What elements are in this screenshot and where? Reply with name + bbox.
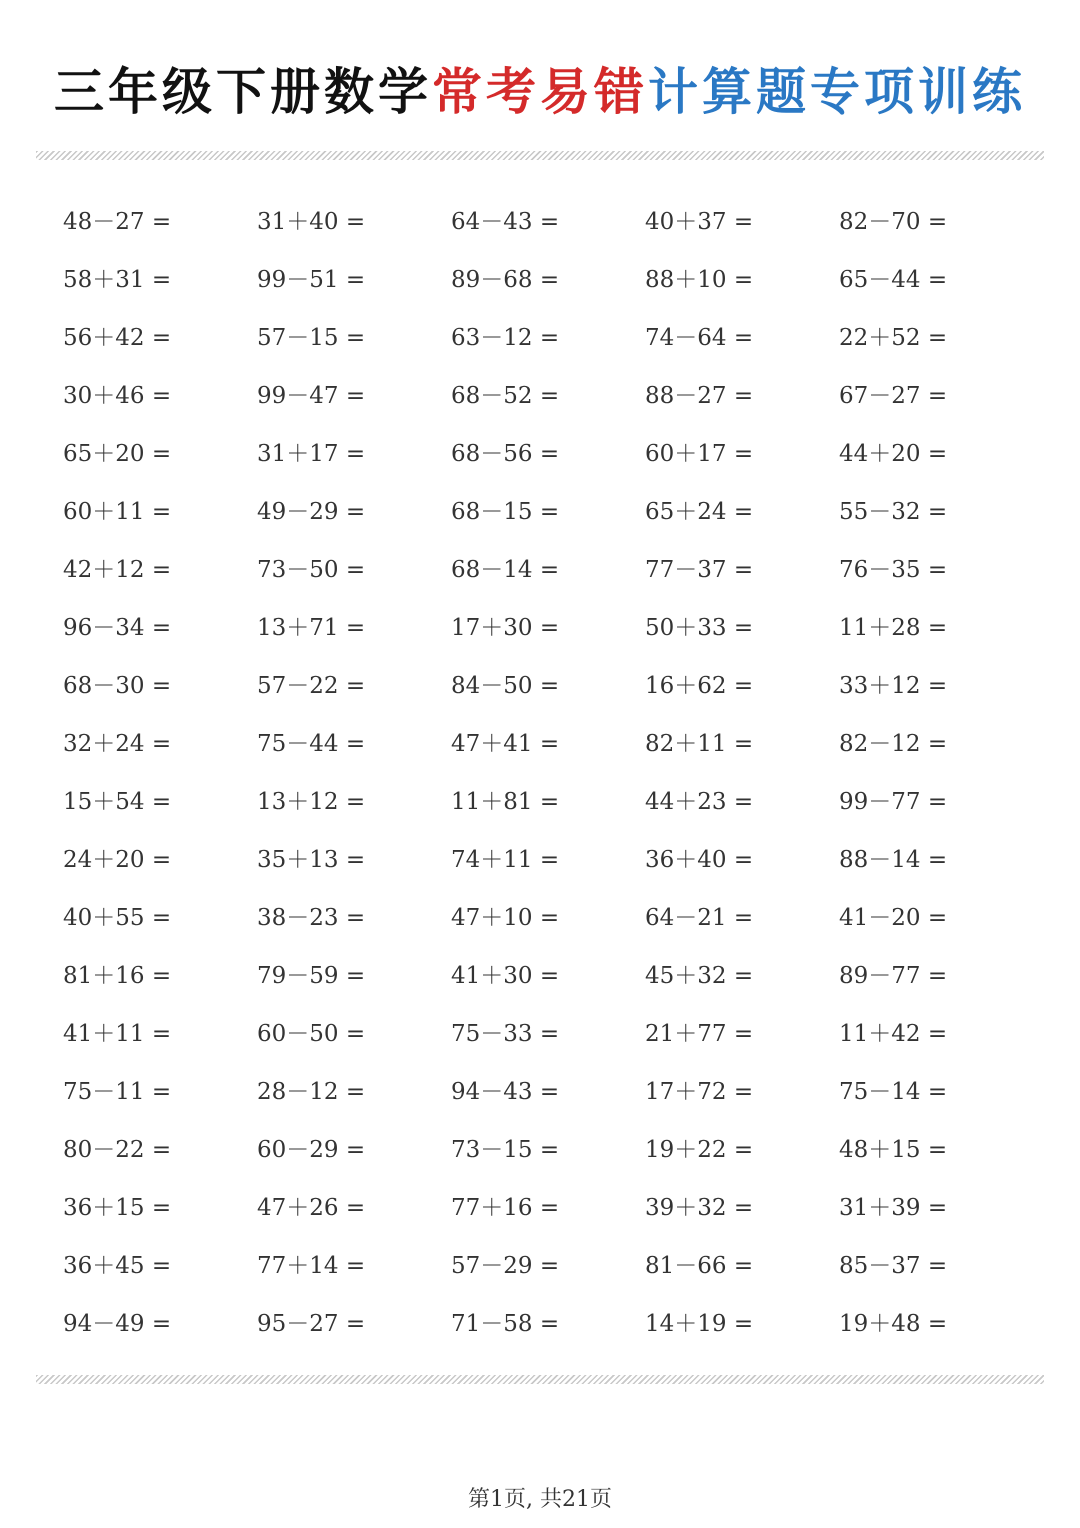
problem-item: 99－47 = [257, 383, 366, 409]
problem-item: 47＋10 = [451, 905, 560, 931]
problem-row [63, 947, 1043, 1005]
problem-item: 65＋24 = [645, 499, 754, 525]
problem-item: 68－52 = [451, 383, 560, 409]
problem-item: 67－27 = [839, 383, 948, 409]
problem-item: 13＋12 = [257, 789, 366, 815]
problem-item: 24＋20 = [63, 847, 172, 873]
problem-item: 82＋11 = [645, 731, 754, 757]
problem-item: 81＋16 = [63, 963, 172, 989]
problem-item: 36＋45 = [63, 1253, 172, 1279]
problem-item: 45＋32 = [645, 963, 754, 989]
page-title [0, 56, 1080, 128]
problem-row [63, 1179, 1043, 1237]
problem-item: 65－44 = [839, 267, 948, 293]
title-part-training: 计算题专项训练 [648, 63, 1026, 121]
problem-item: 75－44 = [257, 731, 366, 757]
problem-item: 64－43 = [451, 209, 560, 235]
problem-item: 17＋72 = [645, 1079, 754, 1105]
problem-item: 76－35 = [839, 557, 948, 583]
problem-item: 56＋42 = [63, 325, 172, 351]
problem-item: 74－64 = [645, 325, 754, 351]
problem-item: 82－12 = [839, 731, 948, 757]
problem-item: 73－50 = [257, 557, 366, 583]
problem-item: 71－58 = [451, 1311, 560, 1337]
problem-item: 60－29 = [257, 1137, 366, 1163]
problem-item: 47＋26 = [257, 1195, 366, 1221]
problem-item: 89－68 = [451, 267, 560, 293]
problem-row [63, 599, 1043, 657]
problem-item: 11＋28 = [839, 615, 948, 641]
problem-item: 21＋77 = [645, 1021, 754, 1047]
problem-item: 36＋40 = [645, 847, 754, 873]
problem-grid [63, 193, 1043, 1353]
problem-row [63, 1005, 1043, 1063]
problem-row [63, 541, 1043, 599]
problem-item: 19＋48 = [839, 1311, 948, 1337]
problem-item: 50＋33 = [645, 615, 754, 641]
problem-item: 75－33 = [451, 1021, 560, 1047]
problem-item: 75－11 = [63, 1079, 172, 1105]
problem-item: 40＋55 = [63, 905, 172, 931]
bottom-divider [36, 1375, 1044, 1384]
problem-item: 74＋11 = [451, 847, 560, 873]
problem-item: 48－27 = [63, 209, 172, 235]
problem-item: 48＋15 = [839, 1137, 948, 1163]
problem-item: 60＋17 = [645, 441, 754, 467]
problem-item: 44＋20 = [839, 441, 948, 467]
problem-item: 88－14 = [839, 847, 948, 873]
problem-item: 41＋30 = [451, 963, 560, 989]
problem-item: 41－20 = [839, 905, 948, 931]
problem-item: 36＋15 = [63, 1195, 172, 1221]
problem-item: 39＋32 = [645, 1195, 754, 1221]
problem-item: 35＋13 = [257, 847, 366, 873]
problem-item: 22＋52 = [839, 325, 948, 351]
problem-item: 68－56 = [451, 441, 560, 467]
problem-item: 85－37 = [839, 1253, 948, 1279]
problem-row [63, 251, 1043, 309]
problem-row [63, 657, 1043, 715]
problem-item: 80－22 = [63, 1137, 172, 1163]
problem-item: 88＋10 = [645, 267, 754, 293]
problem-item: 33＋12 = [839, 673, 948, 699]
problem-item: 64－21 = [645, 905, 754, 931]
problem-item: 81－66 = [645, 1253, 754, 1279]
problem-item: 60－50 = [257, 1021, 366, 1047]
problem-item: 60＋11 = [63, 499, 172, 525]
problem-item: 17＋30 = [451, 615, 560, 641]
problem-item: 11＋42 = [839, 1021, 948, 1047]
problem-row [63, 715, 1043, 773]
problem-item: 31＋17 = [257, 441, 366, 467]
problem-row [63, 309, 1043, 367]
problem-item: 84－50 = [451, 673, 560, 699]
problem-row [63, 831, 1043, 889]
problem-item: 38－23 = [257, 905, 366, 931]
problem-item: 77－37 = [645, 557, 754, 583]
problem-row [63, 193, 1043, 251]
problem-item: 15＋54 = [63, 789, 172, 815]
problem-item: 57－29 = [451, 1253, 560, 1279]
problem-item: 68－30 = [63, 673, 172, 699]
problem-row [63, 1121, 1043, 1179]
problem-item: 75－14 = [839, 1079, 948, 1105]
problem-item: 96－34 = [63, 615, 172, 641]
problem-item: 88－27 = [645, 383, 754, 409]
problem-item: 31＋39 = [839, 1195, 948, 1221]
page-number: 第1页, 共21页 [468, 1487, 612, 1512]
problem-item: 44＋23 = [645, 789, 754, 815]
problem-item: 58＋31 = [63, 267, 172, 293]
problem-item: 99－77 = [839, 789, 948, 815]
problem-item: 47＋41 = [451, 731, 560, 757]
problem-item: 63－12 = [451, 325, 560, 351]
problem-item: 49－29 = [257, 499, 366, 525]
title-part-grade: 三年级下册数学 [54, 63, 432, 121]
problem-item: 57－15 = [257, 325, 366, 351]
problem-item: 57－22 = [257, 673, 366, 699]
problem-row [63, 425, 1043, 483]
problem-item: 73－15 = [451, 1137, 560, 1163]
problem-item: 94－43 = [451, 1079, 560, 1105]
problem-row [63, 367, 1043, 425]
problem-row [63, 773, 1043, 831]
problem-item: 14＋19 = [645, 1311, 754, 1337]
title-part-error-prone: 常考易错 [432, 63, 648, 121]
problem-row [63, 1295, 1043, 1353]
problem-row [63, 889, 1043, 947]
problem-item: 65＋20 = [63, 441, 172, 467]
problem-item: 82－70 = [839, 209, 948, 235]
problem-item: 77＋16 = [451, 1195, 560, 1221]
problem-item: 19＋22 = [645, 1137, 754, 1163]
problem-row [63, 483, 1043, 541]
problem-item: 68－14 = [451, 557, 560, 583]
problem-item: 28－12 = [257, 1079, 366, 1105]
problem-item: 94－49 = [63, 1311, 172, 1337]
problem-item: 31＋40 = [257, 209, 366, 235]
problem-item: 99－51 = [257, 267, 366, 293]
problem-item: 42＋12 = [63, 557, 172, 583]
problem-item: 95－27 = [257, 1311, 366, 1337]
problem-item: 79－59 = [257, 963, 366, 989]
problem-item: 32＋24 = [63, 731, 172, 757]
problem-item: 68－15 = [451, 499, 560, 525]
problem-item: 16＋62 = [645, 673, 754, 699]
problem-item: 11＋81 = [451, 789, 560, 815]
top-divider [36, 151, 1044, 160]
problem-item: 77＋14 = [257, 1253, 366, 1279]
problem-item: 13＋71 = [257, 615, 366, 641]
problem-item: 30＋46 = [63, 383, 172, 409]
problem-item: 55－32 = [839, 499, 948, 525]
problem-row [63, 1063, 1043, 1121]
problem-item: 41＋11 = [63, 1021, 172, 1047]
problem-row [63, 1237, 1043, 1295]
problem-item: 40＋37 = [645, 209, 754, 235]
problem-item: 89－77 = [839, 963, 948, 989]
